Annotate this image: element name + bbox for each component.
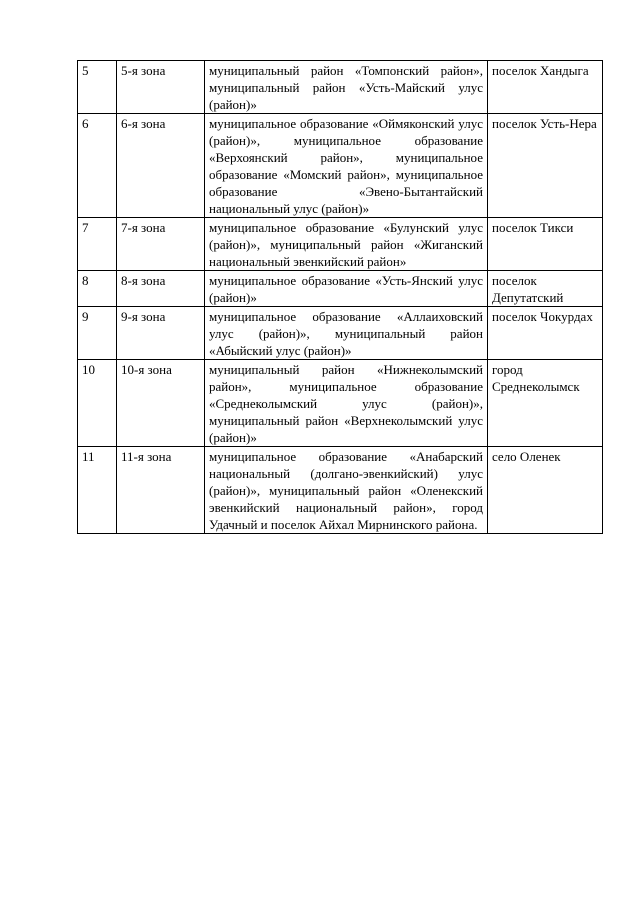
table-row bbox=[78, 61, 603, 114]
row-number: 8 bbox=[78, 271, 117, 307]
row-number: 6 bbox=[78, 114, 117, 218]
zone-territories: муниципальное образование «Булунский улус (район)», муниципальный район «Жиганский национальный эвенкийский район» bbox=[205, 218, 488, 271]
zone-territories: муниципальное образование «Оймяконский улус (район)», муниципальное образование «Верхоянский район», муниципальное образование «Момский район», муниципальное образование «Эвено-Бытантайский национальный улус (район)» bbox=[205, 114, 488, 218]
row-number: 9 bbox=[78, 307, 117, 360]
zone-name: 5-я зона bbox=[117, 61, 205, 114]
zone-territories: муниципальный район «Нижнеколымский район», муниципальное образование «Среднеколымский улус (район)», муниципальный район «Верхнеколымский улус (район)» bbox=[205, 360, 488, 447]
zone-territories: муниципальное образование «Усть-Янский улус (район)» bbox=[205, 271, 488, 307]
row-number: 11 bbox=[78, 447, 117, 534]
row-number: 5 bbox=[78, 61, 117, 114]
table-row bbox=[78, 114, 603, 218]
zone-name: 9-я зона bbox=[117, 307, 205, 360]
table-row bbox=[78, 307, 603, 360]
zone-name: 7-я зона bbox=[117, 218, 205, 271]
row-number: 7 bbox=[78, 218, 117, 271]
zone-name: 8-я зона bbox=[117, 271, 205, 307]
zone-name: 6-я зона bbox=[117, 114, 205, 218]
zone-name: 11-я зона bbox=[117, 447, 205, 534]
zones-table bbox=[77, 60, 603, 534]
table-row bbox=[78, 271, 603, 307]
zone-center: село Оленек bbox=[488, 447, 603, 534]
table-row bbox=[78, 218, 603, 271]
zone-center: поселок Хандыга bbox=[488, 61, 603, 114]
table-row bbox=[78, 360, 603, 447]
zone-center: поселок Усть-Нера bbox=[488, 114, 603, 218]
zone-center: город Среднеколымск bbox=[488, 360, 603, 447]
zone-territories: муниципальное образование «Аллаиховский улус (район)», муниципальный район «Абыйский улус (район)» bbox=[205, 307, 488, 360]
zone-center: поселок Тикси bbox=[488, 218, 603, 271]
zone-territories: муниципальное образование «Анабарский национальный (долгано-эвенкийский) улус (район)», муниципальный район «Оленекский эвенкийский национальный район», город Удачный и поселок Айхал Мирнинского района. bbox=[205, 447, 488, 534]
zone-center: поселок Чокурдах bbox=[488, 307, 603, 360]
zone-territories: муниципальный район «Томпонский район», муниципальный район «Усть-Майский улус (район)» bbox=[205, 61, 488, 114]
zone-center: поселок Депутатский bbox=[488, 271, 603, 307]
zone-name: 10-я зона bbox=[117, 360, 205, 447]
row-number: 10 bbox=[78, 360, 117, 447]
table-row bbox=[78, 447, 603, 534]
